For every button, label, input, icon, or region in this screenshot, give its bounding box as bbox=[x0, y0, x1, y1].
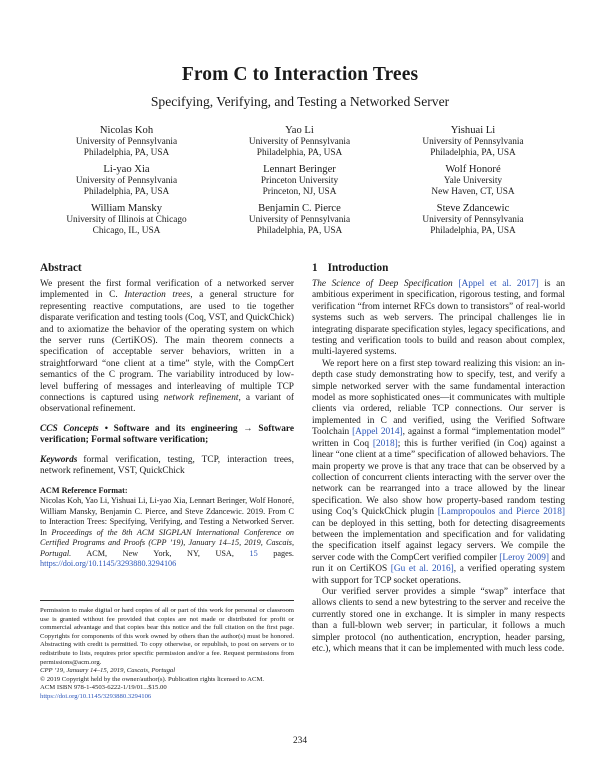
doi-link[interactable]: https://doi.org/10.1145/3293880.3294106 bbox=[40, 559, 177, 568]
ccs-text: • Software and its engineering → Software verification; Formal software verification; bbox=[40, 423, 295, 446]
abstract-text-part: We present the first formal verification of a networked server implemented in C. bbox=[40, 279, 294, 301]
abstract-heading: Abstract bbox=[40, 262, 82, 274]
author-location: Princeton, NJ, USA bbox=[262, 187, 337, 198]
author-block bbox=[213, 163, 386, 199]
left-column bbox=[40, 262, 294, 570]
author-name: William Mansky bbox=[90, 202, 163, 214]
intro-paragraph-2 bbox=[312, 359, 565, 587]
author-affiliation: University of Pennsylvania bbox=[422, 137, 524, 147]
abstract-text-part: , a general structure for representing reactive computations, are used to tie together disparate verification and testing tools (Coq, VST, and QuickChick) and to axiomatize the behavior of the operating system on which the server runs (CertiKOS). The main theorem connects a specification of acceptable server behaviors, written in a straightforward “one client at a time” style, with the CompCert semantics of the C program. The variability introduced by low-level buffering of messages and interleaving of multiple TCP connections is captured using bbox=[40, 290, 295, 404]
author-affiliation: Princeton University bbox=[260, 175, 339, 186]
author-name: Steve Zdancewic bbox=[436, 202, 510, 214]
author-affiliation: University of Pennsylvania bbox=[422, 214, 524, 225]
reference-text-part: ACM, New York, NY, USA, bbox=[71, 548, 250, 558]
permission-copyright: © 2019 Copyright held by the owner/author(s). Publication rights licensed to ACM. bbox=[40, 675, 265, 683]
intro-emphasis: The Science of Deep Specification bbox=[312, 279, 453, 289]
permission-doi-link[interactable]: https://doi.org/10.1145/3293880.3294106 bbox=[40, 692, 152, 700]
author-affiliation: University of Pennsylvania bbox=[75, 137, 178, 147]
author-location: Chicago, IL, USA bbox=[92, 226, 161, 237]
section-title: Introduction bbox=[327, 262, 389, 274]
intro-text-part: We report here on a first step toward realizing this vision: an in-depth case study demonstrating how to specify, test, and verify a simple networked server with the same fundamental interaction model as more sophisticated ones—it communicates with multiple clients via ordered, reliable TCP connections. Our server is implemented in C and verified, using the Verified Software Toolchain bbox=[312, 358, 565, 438]
author-location: Philadelphia, PA, USA bbox=[430, 148, 516, 159]
author-block bbox=[40, 163, 213, 199]
intro-paragraph-3: Our verified server provides a simple “swap” interface that allows clients to send a new bytestring to the server and receive the currently stored one in exchange. It is simpler in many respects than a full-blown web server; in particular, it follows a much simpler protocol (no authentication, encryption, header parsing, etc.), which means that it can be implemented with much less code. bbox=[312, 586, 565, 654]
abstract-emphasis: network refinement bbox=[163, 393, 239, 404]
author-location: Philadelphia, PA, USA bbox=[256, 226, 343, 237]
author-block bbox=[386, 124, 560, 160]
paper-subtitle: Specifying, Verifying, and Testing a Networked Server bbox=[150, 94, 450, 109]
citation-link[interactable]: [Leroy 2009] bbox=[499, 552, 549, 563]
section-number: 1 bbox=[312, 262, 318, 274]
author-affiliation: Yale University bbox=[443, 175, 503, 186]
permission-venue bbox=[40, 667, 294, 676]
permission-block bbox=[40, 600, 294, 702]
author-location: Philadelphia, PA, USA bbox=[83, 187, 170, 198]
author-block bbox=[40, 124, 213, 160]
paper-title: From C to Interaction Trees bbox=[181, 64, 419, 85]
citation-link[interactable]: [Appel et al. 2017] bbox=[458, 279, 539, 289]
author-affiliation: University of Pennsylvania bbox=[75, 175, 178, 186]
ccs-label: CCS Concepts bbox=[40, 423, 99, 434]
permission-isbn: ACM ISBN 978-1-4503-6222-1/19/01...$15.00 bbox=[40, 684, 167, 692]
page-number: 234 bbox=[292, 736, 308, 746]
author-location: New Haven, CT, USA bbox=[431, 187, 515, 198]
abstract-emphasis: Interaction trees bbox=[124, 290, 191, 301]
author-location: Philadelphia, PA, USA bbox=[256, 148, 343, 159]
right-column bbox=[312, 262, 565, 655]
intro-text-part: can be deployed in this setting, both for detecting disagreements between the implementation and specification and for validating the specification itself against legacy servers. We compile the server code with the CompCert verified compiler bbox=[312, 518, 565, 563]
permission-text: Permission to make digital or hard copies of all or part of this work for personal or classroom use is granted without fee provided that copies are not made or distributed for profit or commercial advantage and that copies bear this notice and the full citation on the first page. Copyrights for components of this work owned by others than the author(s) must be honored. Abstracting with credit is permitted. To copy otherwise, or republish, to post on servers or to redistribute to lists, requires prior specific permission and/or a fee. Request permissions from permissions@acm.org. bbox=[40, 607, 294, 666]
author-block bbox=[213, 124, 386, 160]
intro-text-part: , a verified operating system with support for TCP socket operations. bbox=[312, 564, 565, 586]
ccs-concepts bbox=[40, 424, 294, 447]
citation-link[interactable]: [Lampropoulos and Pierce 2018] bbox=[437, 507, 565, 518]
abstract-text-part: , a variant of observational refinement. bbox=[40, 393, 294, 415]
intro-text-part: is an ambitious experiment in specification, rigorous testing, and formal verification “from internet RFCs down to transistors” of real-world systems such as web servers. The principal challenges lie in integrating disparate specification styles, legacy specifications, and testing and verification tools to build and reason about complex, multi-layered systems. bbox=[312, 279, 565, 358]
citation-link[interactable]: [Gu et al. 2016] bbox=[390, 564, 454, 575]
keywords-label: Keywords bbox=[40, 454, 78, 465]
reference-heading: ACM Reference Format: bbox=[40, 485, 128, 495]
pages-link[interactable]: 15 bbox=[249, 548, 258, 558]
author-name: Benjamin C. Pierce bbox=[258, 202, 341, 214]
intro-text-part: , against a formal “implementation model” written in Coq bbox=[312, 427, 565, 449]
author-affiliation: University of Illinois at Chicago bbox=[66, 214, 187, 225]
author-name: Lennart Beringer bbox=[263, 163, 336, 175]
intro-text-part: and run it on CertiKOS bbox=[312, 552, 566, 575]
intro-heading bbox=[312, 262, 565, 275]
abstract-text bbox=[40, 279, 294, 416]
permission-venue-text: CPP ’19, January 14–15, 2019, Cascais, Portugal bbox=[40, 667, 176, 675]
author-block bbox=[40, 202, 213, 238]
author-name: Wolf Honoré bbox=[445, 163, 501, 175]
reference-text-part: Nicolas Koh, Yao Li, Yishuai Li, Li-yao Xia, Lennart Beringer, Wolf Honoré, William Mansky, Benjamin C. Pierce, and Steve Zdancewic. 2019. From C to Interaction Trees: Specifying, Verifying, and Testing a Networked Server. In bbox=[40, 496, 294, 537]
intro-text-part: ; this is further verified (in Coq) against a linear “one client at a time” specification of allowed behaviors. The main property we prove is that any trace that can be observed by a collection of concurrent clients interacting with the server over the network can be rearranged into a trace allowed by the linear specification. We also show how property-based random testing using Coq’s QuickChick plugin bbox=[312, 438, 565, 518]
author-block bbox=[386, 202, 560, 238]
author-affiliation: University of Pennsylvania bbox=[248, 214, 351, 225]
reference-venue: Proceedings of the 8th ACM SIGPLAN International Conference on Certified Programs and Proofs (CPP ’19), January 14–15, 2019, Cascais, Portugal. bbox=[40, 527, 295, 558]
author-block bbox=[386, 163, 560, 199]
citation-link[interactable]: [2018] bbox=[372, 438, 398, 449]
author-affiliation: University of Pennsylvania bbox=[248, 137, 351, 147]
author-location: Philadelphia, PA, USA bbox=[430, 226, 516, 237]
keywords bbox=[40, 455, 294, 478]
author-location: Philadelphia, PA, USA bbox=[83, 148, 170, 159]
author-name: Nicolas Koh bbox=[99, 125, 154, 136]
author-name: Yao Li bbox=[285, 125, 314, 136]
author-name: Li-yao Xia bbox=[103, 163, 150, 175]
reference-text-part: pages. bbox=[257, 548, 294, 558]
author-grid bbox=[40, 124, 560, 237]
author-name: Yishuai Li bbox=[450, 125, 496, 136]
keywords-text: formal verification, testing, TCP, interaction trees, network refinement, VST, QuickChick bbox=[40, 454, 294, 477]
author-block bbox=[213, 202, 386, 238]
intro-paragraph-1 bbox=[312, 279, 565, 359]
reference-text bbox=[40, 496, 294, 570]
citation-link[interactable]: [Appel 2014] bbox=[352, 427, 403, 438]
